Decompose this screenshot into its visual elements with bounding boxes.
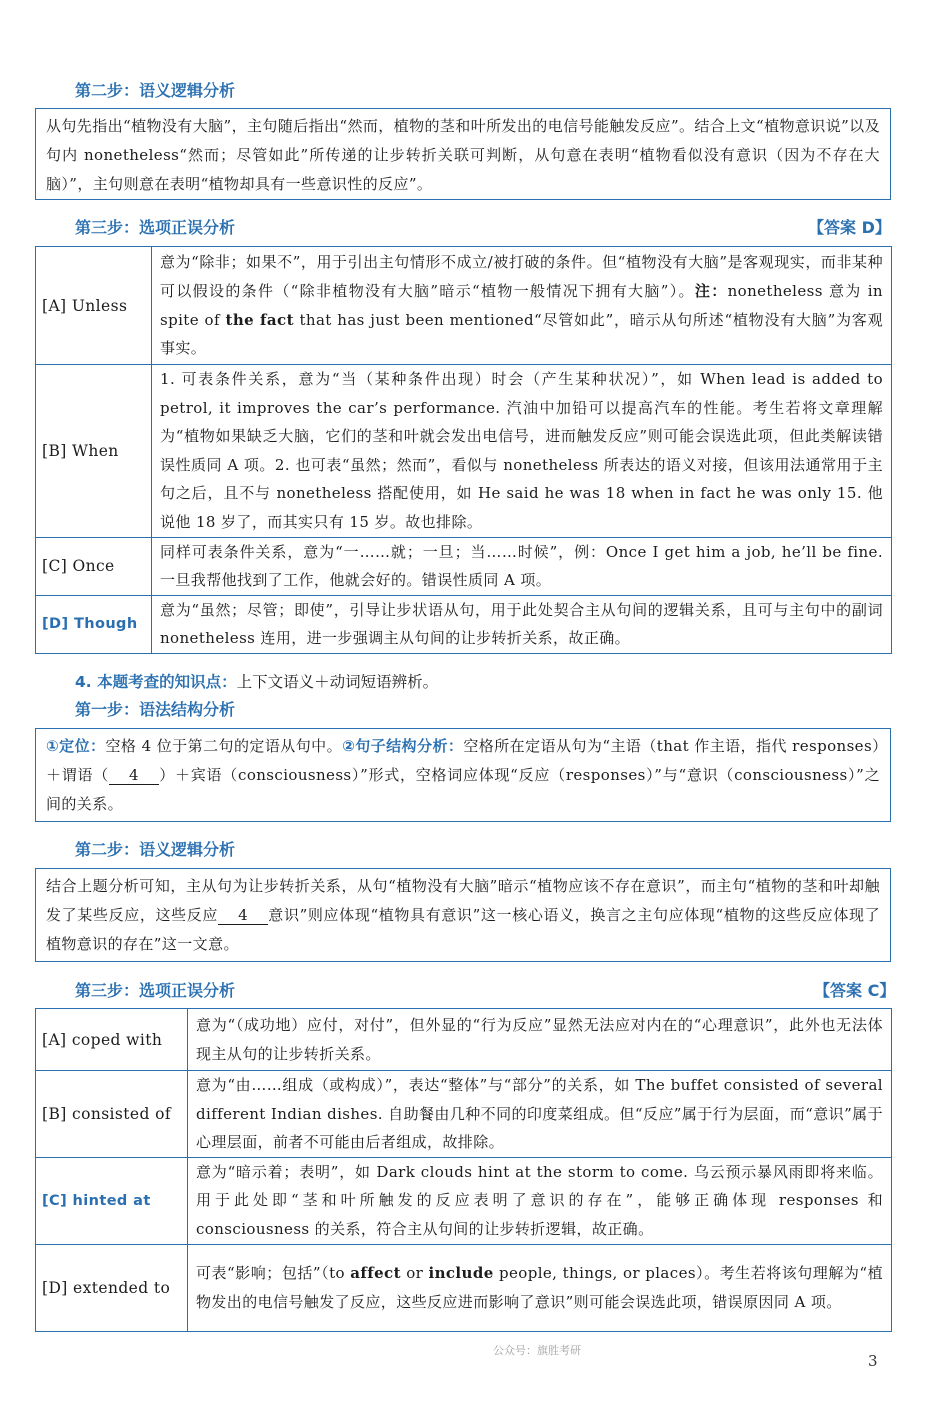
q4-option-text-d bbox=[188, 1244, 892, 1331]
q3-option-row-d bbox=[36, 595, 892, 653]
q4-option-label-c: [C] hinted at bbox=[36, 1157, 188, 1244]
q4-step2-blank: 4 bbox=[218, 906, 268, 925]
q3-option-a-bold-term: the fact bbox=[225, 310, 294, 329]
q3-options-table bbox=[35, 246, 892, 654]
q3-option-text-b: 1. 可表条件关系，意为“当（某种条件出现）时会（产生某种状况）”，如 When lead is added to petrol, it improves the car’s performance. 汽油中加铅可以提高汽车的性能。考生若将文章理解为“植物如果缺乏大脑，它们的茎和叶就会发出电信号，进而触发反应”则可能会误选此项，但此类解读错误性质同 A 项。2. 也可表“虽然；然而”，看似与 nonetheless 所表达的语义对接，但该用法通常用于主句之后，且不与 nonetheless 搭配使用，如 He said he was 18 when in fact he was only 15. 他说他 18 岁了，而其实只有 15 岁。故也排除。 bbox=[152, 365, 892, 538]
q4-step1-structure-label: ②句子结构分析： bbox=[342, 737, 464, 755]
q4-step1-blank: 4 bbox=[109, 766, 159, 785]
q4-step1-heading: 第一步：语法结构分析 bbox=[75, 700, 236, 719]
q3-answer-badge: 【答案 D】 bbox=[808, 218, 891, 237]
q4-step1-locate-label: ①定位： bbox=[46, 737, 106, 755]
q3-option-row-b bbox=[36, 365, 892, 538]
q4-step2-text-1: 结合上题分析可知，主从句为让步转折关系，从句“植物没有大脑”暗示“植物应该不存在意识”，而主句“植物的茎和叶却触发了某些反应，这些反应 bbox=[46, 877, 880, 924]
q4-option-row-d bbox=[36, 1244, 892, 1331]
q4-option-row-a bbox=[36, 1009, 892, 1071]
q4-option-text-c: 意为“暗示着；表明”，如 Dark clouds hint at the storm to come. 乌云预示暴风雨即将来临。用于此处即“茎和叶所触发的反应表明了意识的存在”，能够正确体现 responses 和 consciousness 的关系，符合主从句间的让步转折逻辑，故正确。 bbox=[188, 1157, 892, 1244]
q4-option-d-text-3: people, things, or places）。考生若将该句理解为“植物发出的电信号触发了反应，这些反应进而影响了意识”则可能会误选此项，错误原因同 A 项。 bbox=[196, 1263, 883, 1311]
page-number: 3 bbox=[868, 1352, 878, 1370]
q4-title-label: 4. 本题考查的知识点： bbox=[75, 673, 237, 691]
q3-option-label-b: [B] When bbox=[36, 365, 152, 538]
q3-step2-heading: 第二步：语义逻辑分析 bbox=[75, 81, 236, 100]
q4-option-label-d: [D] extended to bbox=[36, 1244, 188, 1331]
q3-option-a-text-1: 意为“除非；如果不”，用于引出主句情形不成立/被打破的条件。但“植物没有大脑”是客观现实，而非某种可以假设的条件（“除非植物没有大脑”暗示“植物一般情况下拥有大脑”）。 bbox=[160, 253, 883, 300]
q4-option-d-text-1: 可表“影响；包括”（to bbox=[196, 1263, 351, 1282]
q3-option-a-text-2: nonetheless 意为 in spite of bbox=[160, 281, 883, 329]
q3-option-a-note-label: 注： bbox=[694, 281, 728, 300]
q3-option-row-c bbox=[36, 537, 892, 595]
q3-option-label-c: [C] Once bbox=[36, 537, 152, 595]
q4-option-text-b: 意为“由……组成（或构成）”，表达“整体”与“部分”的关系，如 The buffet consisted of several different Indian dishes. 自助餐由几种不同的印度菜组成。但“反应”属于行为层面，而“意识”属于心理层面，前者不可能由后者组成，故排除。 bbox=[188, 1071, 892, 1158]
q4-options-table bbox=[35, 1008, 892, 1332]
q4-option-row-b bbox=[36, 1071, 892, 1158]
q4-step2-box bbox=[35, 868, 891, 962]
q4-option-text-a: 意为“（成功地）应付，对付”，但外显的“行为反应”显然无法应对内在的“心理意识”，此外也无法体现主从句的让步转折关系。 bbox=[188, 1009, 892, 1071]
q3-option-row-a bbox=[36, 247, 892, 365]
q4-option-label-a: [A] coped with bbox=[36, 1009, 188, 1071]
q4-step1-box bbox=[35, 728, 891, 822]
q4-option-label-b: [B] consisted of bbox=[36, 1071, 188, 1158]
q3-option-text-d: 意为“虽然；尽管；即使”，引导让步状语从句，用于此处契合主从句间的逻辑关系，且可与主句中的副词 nonetheless 连用，进一步强调主从句间的让步转折关系，故正确。 bbox=[152, 595, 892, 653]
q3-step3-heading: 第三步：选项正误分析 bbox=[75, 218, 236, 237]
q3-option-text-c: 同样可表条件关系，意为“一……就；一旦；当……时候”，例：Once I get him a job, he’ll be fine. 一旦我帮他找到了工作，他就会好的。错误性质同 A 项。 bbox=[152, 537, 892, 595]
q4-step1-structure-text: 空格所在定语从句为“主语（that 作主语，指代 responses）＋谓语（ bbox=[46, 737, 880, 784]
q4-step2-heading: 第二步：语义逻辑分析 bbox=[75, 840, 236, 859]
q4-step1-structure-text-2: ）＋宾语（consciousness）”形式，空格词应体现“反应（responses）”与“意识（consciousness）”之间的关系。 bbox=[46, 766, 880, 813]
watermark-text: 公众号：旗胜考研 bbox=[493, 1344, 581, 1357]
q3-step2-text: 从句先指出“植物没有大脑”，主句随后指出“然而，植物的茎和叶所发出的电信号能触发反应”。结合上文“植物意识说”以及句内 nonetheless“然而；尽管如此”所传递的让步转折关联可判断，从句意在表明“植物看似没有意识（因为不存在大脑）”，主句则意在表明“植物却具有一些意识性的反应”。 bbox=[46, 117, 880, 193]
q3-option-label-d: [D] Though bbox=[36, 595, 152, 653]
q3-option-label-a: [A] Unless bbox=[36, 247, 152, 365]
q4-step3-heading: 第三步：选项正误分析 bbox=[75, 981, 236, 1000]
q4-title bbox=[75, 672, 438, 692]
q4-option-d-text-2: or bbox=[400, 1263, 429, 1282]
q3-option-a-text-3: that has just been mentioned“尽管如此”，暗示从句所述“植物没有大脑”为客观事实。 bbox=[160, 310, 883, 358]
q4-step1-locate-text: 空格 4 位于第二句的定语从句中。 bbox=[105, 737, 343, 755]
q4-title-topic: 上下文语义＋动词短语辨析。 bbox=[236, 673, 439, 691]
q4-step2-text-2: 意识”则应体现“植物具有意识”这一核心语义，换言之主句应体现“植物的这些反应体现了植物意识的存在”这一文意。 bbox=[46, 906, 881, 953]
q3-step2-box bbox=[35, 108, 891, 200]
q4-option-row-c bbox=[36, 1157, 892, 1244]
q4-option-d-bold-include: include bbox=[428, 1263, 494, 1282]
q4-answer-badge: 【答案 C】 bbox=[814, 981, 896, 1000]
q4-option-d-bold-affect: affect bbox=[350, 1263, 401, 1282]
q3-option-text-a bbox=[152, 247, 892, 365]
